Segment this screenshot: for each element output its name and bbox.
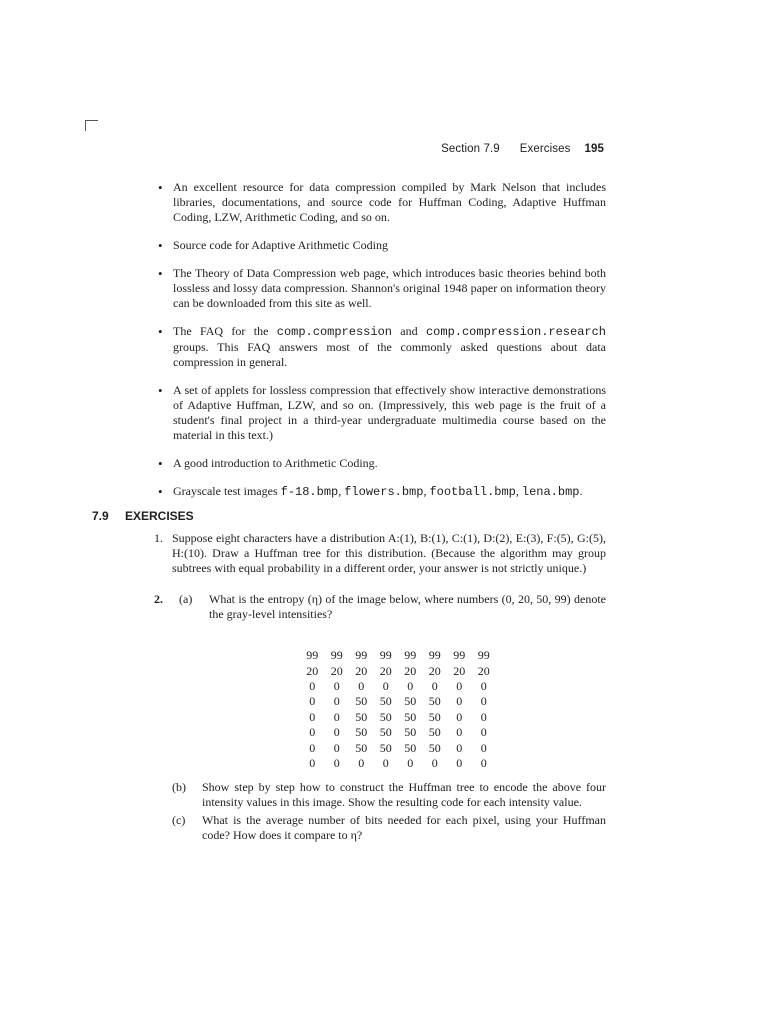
matrix-row <box>300 694 496 709</box>
matrix-cell: 20 <box>330 663 343 678</box>
running-head-title: Exercises <box>519 143 571 155</box>
matrix-cell: 20 <box>355 663 368 678</box>
matrix-cell: 0 <box>382 678 389 693</box>
resource-text: An excellent resource for data compression compiled by Mark Nelson that includes libraries, documentations, and source code for Huffman Coding, Adaptive Huffman Coding, LZW, Arithmetic Coding, and so on. <box>173 180 606 224</box>
matrix-row <box>300 710 496 725</box>
matrix-cell: 99 <box>355 648 368 663</box>
matrix-row <box>300 663 496 678</box>
part-label: (a) <box>179 592 193 606</box>
matrix-cell: 0 <box>358 678 365 693</box>
matrix-cell: 99 <box>428 648 441 663</box>
resource-text: The FAQ for the <box>173 324 277 338</box>
resource-text: Grayscale test images <box>173 484 281 498</box>
matrix-cell: 50 <box>404 694 417 709</box>
running-head <box>441 143 604 155</box>
matrix-cell: 50 <box>355 740 368 755</box>
matrix-cell: 0 <box>456 678 463 693</box>
part-text: Show step by step how to construct the Huffman tree to encode the above four intensity values in this image. Show the resulting code for each intensity value. <box>202 780 606 809</box>
matrix-cell: 0 <box>309 694 316 709</box>
matrix-cell: 50 <box>428 725 441 740</box>
exercise-2 <box>154 592 606 622</box>
matrix-cell: 0 <box>309 740 316 755</box>
matrix-cell: 50 <box>404 740 417 755</box>
matrix-cell: 0 <box>480 678 487 693</box>
matrix-cell: 50 <box>379 709 392 724</box>
matrix-cell: 50 <box>404 709 417 724</box>
exercise-1 <box>154 531 606 576</box>
matrix-cell: 20 <box>428 663 441 678</box>
matrix-cell: 0 <box>309 725 316 740</box>
matrix-row <box>300 725 496 740</box>
matrix-cell: 0 <box>333 755 340 770</box>
matrix-cell: 0 <box>333 709 340 724</box>
matrix-cell: 99 <box>404 648 417 663</box>
matrix-cell: 99 <box>453 648 466 663</box>
matrix-cell: 0 <box>333 694 340 709</box>
filename: flowers.bmp <box>344 485 424 499</box>
matrix-cell: 50 <box>379 694 392 709</box>
matrix-cell: 50 <box>404 725 417 740</box>
matrix-cell: 0 <box>480 709 487 724</box>
matrix-cell: 50 <box>355 725 368 740</box>
part-label: (c) <box>172 813 186 827</box>
matrix-row <box>300 679 496 694</box>
part-label: (b) <box>172 780 186 794</box>
newsgroup-name: comp.compression.research <box>425 325 606 339</box>
matrix-cell: 0 <box>480 694 487 709</box>
separator: , <box>423 484 430 498</box>
page-number: 195 <box>584 143 604 155</box>
matrix-cell: 0 <box>480 755 487 770</box>
matrix-cell: 50 <box>355 709 368 724</box>
matrix-cell: 0 <box>358 755 365 770</box>
filename: f-18.bmp <box>280 485 339 499</box>
matrix-cell: 0 <box>480 740 487 755</box>
matrix-cell: 0 <box>309 755 316 770</box>
resource-text: A good introduction to Arithmetic Coding. <box>173 456 378 470</box>
separator: , <box>515 484 522 498</box>
matrix-row <box>300 756 496 771</box>
part-text: What is the average number of bits needed for each pixel, using your Huffman code? How does it compare to η? <box>202 813 606 842</box>
matrix-cell: 0 <box>309 678 316 693</box>
matrix-cell: 0 <box>407 678 414 693</box>
resource-text: groups. This FAQ answers most of the commonly asked questions about data compression in general. <box>173 340 606 369</box>
resource-item <box>158 238 606 253</box>
matrix-cell: 0 <box>333 740 340 755</box>
resource-text: Source code for Adaptive Arithmetic Coding <box>173 238 388 252</box>
matrix-cell: 0 <box>456 725 463 740</box>
matrix-cell: 50 <box>428 740 441 755</box>
filename: football.bmp <box>429 485 516 499</box>
matrix-cell: 99 <box>379 648 392 663</box>
exercise-number: 2. <box>154 592 163 606</box>
matrix-cell: 50 <box>379 740 392 755</box>
matrix-cell: 99 <box>477 648 490 663</box>
matrix-row <box>300 648 496 663</box>
matrix-cell: 20 <box>477 663 490 678</box>
resource-item <box>158 383 606 443</box>
section-title: EXERCISES <box>125 509 194 523</box>
separator: , <box>338 484 345 498</box>
resource-item <box>158 456 606 471</box>
exercise-part-c <box>172 813 606 843</box>
matrix-cell: 0 <box>456 709 463 724</box>
resource-item <box>158 266 606 311</box>
period: . <box>579 484 583 498</box>
filename: lena.bmp <box>521 485 580 499</box>
matrix-cell: 20 <box>453 663 466 678</box>
matrix-cell: 0 <box>382 755 389 770</box>
exercise-text: Suppose eight characters have a distribution A:(1), B:(1), C:(1), D:(2), E:(3), F:(5), G:(5), H:(10). Draw a Huffman tree for this distribution. (Because the algorithm may group subtrees with equal probability in a different order, your answer is not strictly unique.) <box>172 531 606 575</box>
exercise-part-b <box>172 780 606 810</box>
exercise-2-parts <box>172 780 606 846</box>
matrix-cell: 99 <box>306 648 319 663</box>
resource-item <box>158 484 606 500</box>
matrix-cell: 0 <box>431 755 438 770</box>
crop-corner-mark <box>85 120 98 131</box>
matrix-cell: 50 <box>428 709 441 724</box>
matrix-cell: 0 <box>456 755 463 770</box>
matrix-cell: 0 <box>407 755 414 770</box>
resource-text: and <box>391 324 426 338</box>
matrix-cell: 0 <box>333 678 340 693</box>
matrix-cell: 0 <box>431 678 438 693</box>
part-text: What is the entropy (η) of the image below, where numbers (0, 20, 50, 99) denote the gray-level intensities? <box>209 592 606 621</box>
matrix-cell: 99 <box>330 648 343 663</box>
matrix-cell: 20 <box>404 663 417 678</box>
resource-item <box>158 180 606 225</box>
matrix-cell: 20 <box>306 663 319 678</box>
resource-list <box>158 180 606 513</box>
resource-item <box>158 324 606 370</box>
matrix-cell: 0 <box>309 709 316 724</box>
matrix-cell: 0 <box>480 725 487 740</box>
matrix-cell: 0 <box>333 725 340 740</box>
matrix-cell: 50 <box>355 694 368 709</box>
matrix-cell: 0 <box>456 694 463 709</box>
running-head-section: Section 7.9 <box>441 143 500 155</box>
resource-text: A set of applets for lossless compression that effectively show interactive demonstrations of Adaptive Huffman, LZW, and so on. (Impressively, this web page is the fruit of a student's final project in a third-year undergraduate multimedia course based on the material in this text.) <box>173 383 606 442</box>
newsgroup-name: comp.compression <box>276 325 392 339</box>
matrix-cell: 0 <box>456 740 463 755</box>
matrix-cell: 50 <box>428 694 441 709</box>
exercise-body <box>172 592 606 622</box>
section-number: 7.9 <box>92 509 109 523</box>
matrix-cell: 50 <box>379 725 392 740</box>
exercise-part-a <box>179 592 606 622</box>
matrix-row <box>300 740 496 755</box>
section-heading <box>92 509 194 523</box>
resource-text: The Theory of Data Compression web page, which introduces basic theories behind both lossless and lossy data compression. Shannon's original 1948 paper on information theory can be downloaded from this site as well. <box>173 266 606 310</box>
exercise-number: 1. <box>154 531 163 545</box>
matrix-cell: 20 <box>379 663 392 678</box>
intensity-matrix <box>300 648 496 771</box>
